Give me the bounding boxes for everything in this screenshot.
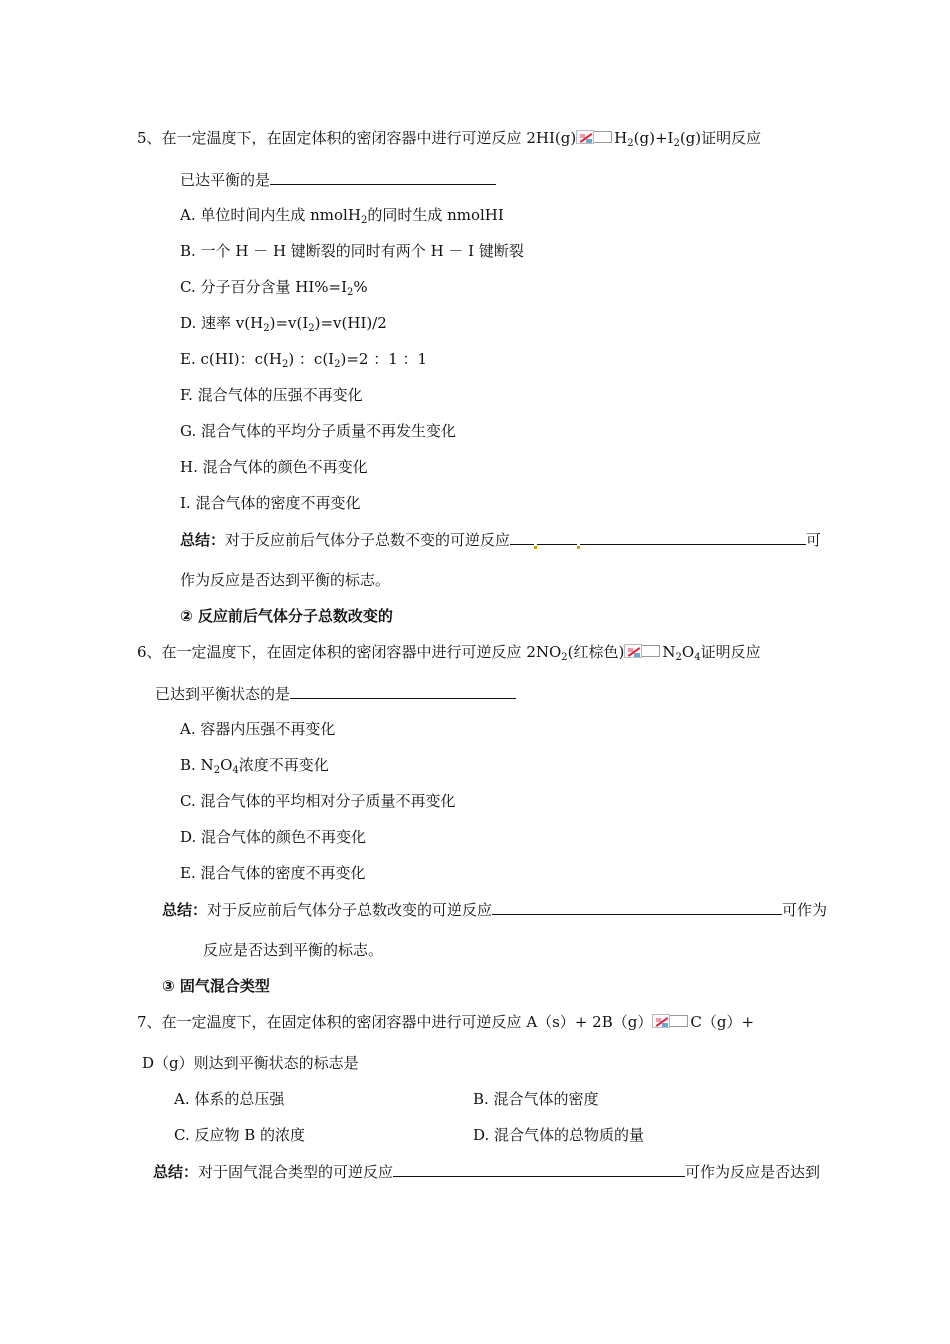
q7-stem-line2: D（g）则达到平衡状态的标志是 — [142, 1054, 359, 1072]
q7-summary: 总结：对于固气混合类型的可逆反应 可作为反应是否达到 — [153, 1163, 821, 1181]
q5-summary: 总结：对于反应前后气体分子总数不变的可逆反应 可 — [180, 531, 822, 549]
q6-stem-line2: 已达到平衡状态的是 — [155, 683, 516, 704]
equilibrium-arrow-icon — [576, 130, 614, 144]
q6-option-d: D. 混合气体的颜色不再变化 — [180, 828, 367, 846]
q6-option-a: A. 容器内压强不再变化 — [180, 720, 336, 738]
q6-summary: 总结：对于反应前后气体分子总数改变的可逆反应 可作为 — [162, 901, 828, 919]
summary-blank[interactable] — [492, 899, 782, 915]
q7-option-b: B. 混合气体的密度 — [473, 1090, 599, 1108]
q5-option-b: B. 一个 H － H 键断裂的同时有两个 H － I 键断裂 — [180, 242, 524, 260]
q5-option-h: H. 混合气体的颜色不再变化 — [180, 458, 368, 476]
q5-stem-line2: 已达平衡的是 — [180, 169, 496, 190]
q5-option-f: F. 混合气体的压强不再变化 — [180, 386, 363, 404]
answer-blank[interactable] — [290, 683, 516, 699]
equilibrium-arrow-icon — [624, 644, 662, 658]
answer-blank[interactable] — [270, 169, 496, 185]
q7-option-c: C. 反应物 B 的浓度 — [174, 1126, 306, 1144]
q7-option-a: A. 体系的总压强 — [174, 1090, 285, 1108]
section-heading-3: ③ 固气混合类型 — [162, 977, 270, 995]
section-heading-2: ② 反应前后气体分子总数改变的 — [180, 607, 393, 625]
q5-option-c: C. 分子百分含量 $HI\%=I_2\%$ — [180, 278, 368, 298]
q6-option-b: B. $N_2O_4$浓度不再变化 — [180, 756, 329, 776]
q6-summary-line2: 反应是否达到平衡的标志。 — [203, 941, 384, 959]
q5-stem-line1: 5、在一定温度下，在固定体积的密闭容器中进行可逆反应 2HI(g) $H_2(g)+I_2(g)$证明反应 — [137, 129, 762, 149]
q5-option-g: G. 混合气体的平均分子质量不再发生变化 — [180, 422, 456, 440]
q7-stem-line1: 7、在一定温度下，在固定体积的密闭容器中进行可逆反应 A（s）+ 2B（g） C（g）+ — [137, 1013, 755, 1031]
q6-option-e: E. 混合气体的密度不再变化 — [180, 864, 366, 882]
q7-option-d: D. 混合气体的总物质的量 — [473, 1126, 645, 1144]
q5-option-e: E. c(HI)：$c(H_2)$ ：$c(I_2)=2$ ：1 ：1 — [180, 350, 428, 370]
q5-summary-line2: 作为反应是否达到平衡的标志。 — [180, 571, 391, 589]
equilibrium-arrow-icon — [652, 1014, 690, 1028]
q5-option-d: D. 速率 $v(H_2)=v(I_2)=v(HI)/2$ — [180, 314, 387, 334]
summary-blank[interactable] — [393, 1161, 685, 1177]
summary-blank[interactable] — [580, 529, 806, 545]
q6-stem-line1: 6、在一定温度下，在固定体积的密闭容器中进行可逆反应 $2NO_2$(红棕色) $N_2O_4$证明反应 — [137, 643, 761, 663]
q5-option-a: A. 单位时间内生成 nmolH$_2$的同时生成 nmolHI — [180, 206, 504, 226]
q6-option-c: C. 混合气体的平均相对分子质量不再变化 — [180, 792, 456, 810]
q5-option-i: I. 混合气体的密度不再变化 — [180, 494, 361, 512]
